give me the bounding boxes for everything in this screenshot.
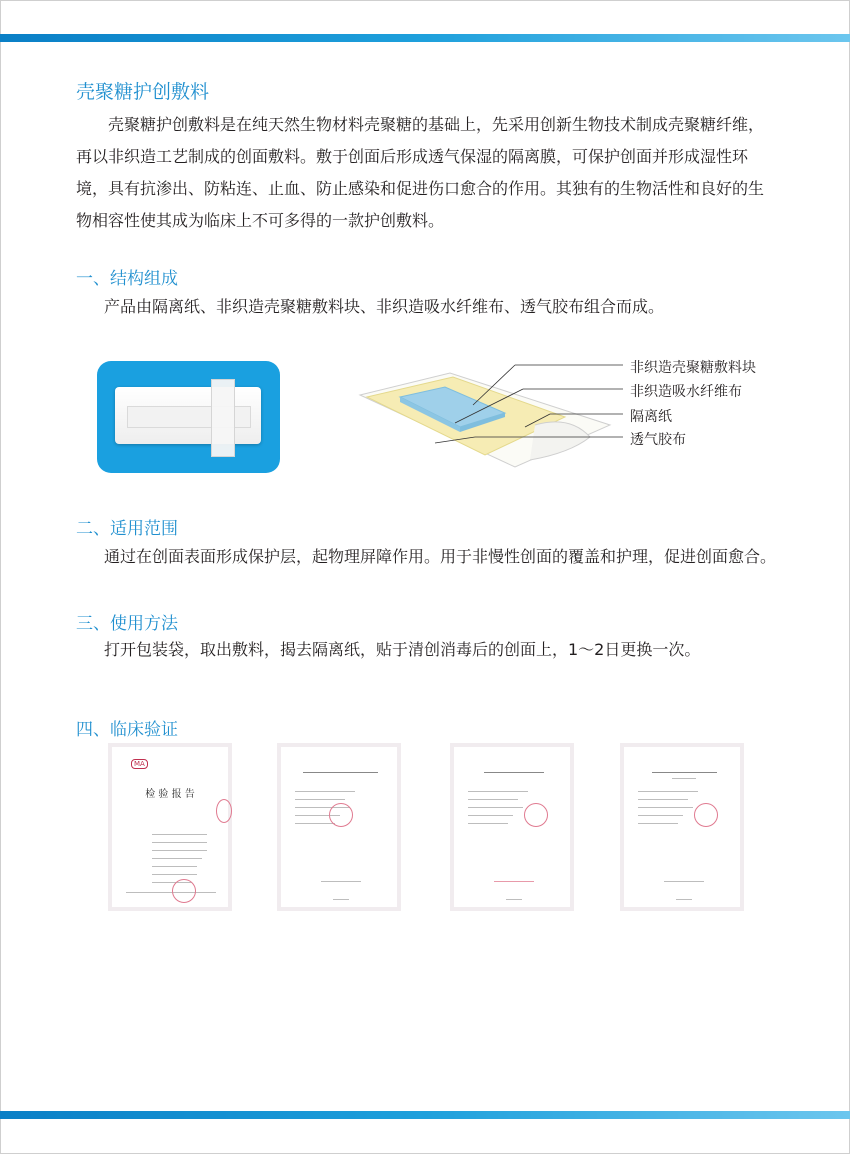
intro-paragraph: 壳聚糖护创敷料是在纯天然生物材料壳聚糖的基础上，先采用创新生物技术制成壳聚糖纤维，再以非织造工艺制成的创面敷料。敷于创面后形成透气保湿的隔离膜，可保护创面并形成湿性环境，具有抗渗出、防粘连、止血、防止感染和促进伤口愈合的作用。其独有的生物活性和良好的生物相容性使其成为临床上不可多得的一款护创敷料。: [76, 115, 765, 230]
report-document-2: [277, 743, 401, 911]
red-seal: [524, 803, 548, 827]
bottom-color-bar: [0, 1111, 850, 1119]
label-adhesive-tape: 透气胶布: [630, 432, 686, 448]
structure-text: 产品由隔离纸、非织造壳聚糖敷料块、非织造吸水纤维布、透气胶布组合而成。: [104, 297, 665, 316]
report-document-4: [620, 743, 744, 911]
report-document-3: [450, 743, 574, 911]
scope-text: 通过在创面表面形成保护层，起物理屏障作用。用于非慢性创面的覆盖和护理，促进创面愈合。: [104, 547, 777, 566]
scope-heading: 二、适用范围: [76, 519, 178, 539]
usage-text: 打开包装袋，取出敷料，揭去隔离纸，贴于清创消毒后的创面上，1～2日更换一次。: [104, 640, 701, 659]
label-chitosan-pad: 非织造壳聚糖敷料块: [630, 360, 756, 376]
report-logo: MA: [131, 759, 148, 769]
release-strip: [211, 379, 235, 457]
red-seal: [172, 879, 196, 903]
page-title: 壳聚糖护创敷料: [76, 81, 210, 103]
usage-heading: 三、使用方法: [76, 614, 178, 634]
product-photo: [97, 361, 280, 473]
top-color-bar: [0, 34, 850, 42]
dressing-pad: [115, 387, 261, 444]
red-seal: [694, 803, 718, 827]
structure-heading: 一、结构组成: [76, 269, 178, 289]
label-absorbent-fabric: 非织造吸水纤维布: [630, 384, 742, 400]
label-release-paper: 隔离纸: [630, 409, 672, 425]
report-document-1: [108, 743, 232, 911]
structure-diagram: [355, 355, 635, 480]
red-seal: [329, 803, 353, 827]
report-title: 检 验 报 告: [145, 789, 195, 800]
clinical-heading: 四、临床验证: [76, 720, 178, 740]
edge-seal: [216, 799, 232, 823]
